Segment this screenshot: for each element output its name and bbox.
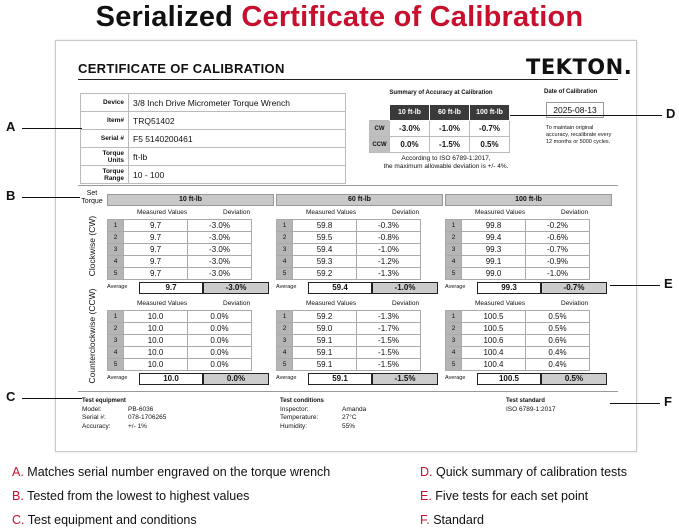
measurement-row: [108, 256, 252, 268]
measured-value: 9.7: [124, 232, 188, 244]
measured-value: 10.0: [124, 347, 188, 359]
summary-col-header: 10 ft-lb: [390, 105, 430, 121]
marker-f: F: [664, 394, 672, 409]
equipment-key: Serial #:: [82, 414, 106, 421]
measured-value: 59.4: [293, 244, 357, 256]
legend-letter: E.: [420, 489, 432, 503]
test-equipment-title: Test equipment: [82, 398, 126, 404]
test-standard-value: ISO 6789-1:2017: [506, 405, 556, 413]
leader-line-f: [610, 403, 660, 404]
deviation-value: -1.5%: [357, 335, 421, 347]
measurement-row: [446, 268, 590, 280]
measurement-row: [108, 268, 252, 280]
legend-letter: A.: [12, 465, 24, 479]
measurement-row: [277, 256, 421, 268]
test-index: 3: [446, 335, 462, 347]
info-row: [81, 148, 346, 166]
legend-text: Quick summary of calibration tests: [435, 465, 628, 479]
measured-value: 9.7: [124, 268, 188, 280]
average-value: 99.3: [477, 282, 541, 294]
measurement-row: [446, 232, 590, 244]
calibration-date-label: Date of Calibration: [544, 89, 598, 95]
test-index: 3: [108, 335, 124, 347]
measurement-table: [276, 219, 421, 280]
deviation-value: 0.0%: [188, 359, 252, 371]
average-deviation: -1.0%: [372, 282, 438, 294]
leader-line-a: [22, 128, 82, 129]
deviation-value: -0.3%: [357, 220, 421, 232]
headline-part1: Serialized: [95, 1, 234, 33]
condition-key: Humidity:: [280, 422, 308, 430]
condition-key: Inspector:: [280, 405, 309, 413]
summary-cell: 0.5%: [470, 137, 510, 153]
measured-value: 59.5: [293, 232, 357, 244]
marker-b: B: [6, 188, 16, 203]
average-label: Average: [107, 375, 128, 381]
test-equipment: [82, 397, 166, 431]
legend-letter: F.: [420, 513, 430, 527]
average-label: Average: [445, 375, 466, 381]
measured-value: 99.0: [462, 268, 526, 280]
equipment-key: Model:: [82, 405, 102, 413]
measured-value: 99.1: [462, 256, 526, 268]
condition-key: Temperature:: [280, 414, 319, 421]
measurement-row: [446, 220, 590, 232]
condition-value: 55%: [342, 422, 356, 430]
set-point-60: 60 ft-lb: [276, 194, 443, 206]
legend-item-e: [420, 489, 588, 503]
test-index: 2: [277, 232, 293, 244]
measured-value: 59.1: [293, 347, 357, 359]
info-value: TRQ51402: [129, 112, 346, 130]
legend-item-a: [12, 465, 330, 479]
deviation-header: Deviation: [561, 300, 589, 307]
leader-line-c: [22, 398, 82, 399]
deviation-value: -1.5%: [357, 359, 421, 371]
measurement-row: [277, 220, 421, 232]
measured-value: 10.0: [124, 323, 188, 335]
divider: [78, 185, 618, 186]
measured-value: 59.1: [293, 335, 357, 347]
test-index: 4: [277, 347, 293, 359]
certificate: [55, 40, 637, 452]
deviation-value: -0.7%: [526, 244, 590, 256]
ccw-label: Counterclockwise (CCW): [87, 288, 97, 384]
measurement-table: [107, 310, 252, 371]
legend-item-b: [12, 489, 249, 503]
measurement-row: [108, 335, 252, 347]
measured-value: 10.0: [124, 335, 188, 347]
test-standard: [506, 397, 556, 414]
condition-value: Amanda: [342, 405, 367, 413]
deviation-value: -3.0%: [188, 220, 252, 232]
deviation-value: 0.0%: [188, 311, 252, 323]
deviation-value: 0.0%: [188, 347, 252, 359]
deviation-value: -3.0%: [188, 244, 252, 256]
calibration-date: 2025-08-13: [546, 102, 604, 118]
deviation-value: -0.2%: [526, 220, 590, 232]
legend-item-d: [420, 465, 627, 479]
summary-col-header: 100 ft-lb: [470, 105, 510, 121]
test-index: 3: [277, 244, 293, 256]
legend-letter: B.: [12, 489, 24, 503]
measured-value: 59.1: [293, 359, 357, 371]
legend-letter: C.: [12, 513, 25, 527]
summary-title: Summary of Accuracy at Calibration: [389, 90, 493, 96]
deviation-value: 0.6%: [526, 335, 590, 347]
divider: [78, 79, 618, 80]
headline: [0, 0, 679, 34]
ccw-group-3: [445, 300, 612, 390]
measurement-row: [108, 232, 252, 244]
average-deviation: -3.0%: [203, 282, 269, 294]
equipment-value: 078-1706265: [128, 414, 167, 421]
info-key: Torque Range: [81, 166, 129, 184]
average-deviation: 0.0%: [203, 373, 269, 385]
measurement-table: [107, 219, 252, 280]
measurement-row: [277, 359, 421, 371]
measured-value: 9.7: [124, 244, 188, 256]
legend-text: Five tests for each set point: [435, 489, 589, 503]
info-key: Serial #: [81, 130, 129, 148]
deviation-value: -0.6%: [526, 232, 590, 244]
device-info-table: [80, 93, 346, 184]
measured-value: 59.0: [293, 323, 357, 335]
measured-value: 9.7: [124, 256, 188, 268]
leader-line-b: [22, 197, 80, 198]
measurement-table: [276, 310, 421, 371]
legend-text: Matches serial number engraved on the torque wrench: [27, 465, 331, 479]
legend-text: Standard: [433, 513, 484, 527]
deviation-value: -1.0%: [526, 268, 590, 280]
test-index: 1: [446, 220, 462, 232]
test-index: 4: [108, 256, 124, 268]
deviation-value: -3.0%: [188, 268, 252, 280]
legend-letter: D.: [420, 465, 433, 479]
measurement-table: [445, 310, 590, 371]
measured-value: 59.2: [293, 268, 357, 280]
deviation-value: 0.0%: [188, 335, 252, 347]
measured-value: 59.8: [293, 220, 357, 232]
average-deviation: -1.5%: [372, 373, 438, 385]
measured-value: 100.4: [462, 359, 526, 371]
deviation-value: -3.0%: [188, 256, 252, 268]
info-row: [81, 130, 346, 148]
info-key: Item#: [81, 112, 129, 130]
measured-header: Measured Values: [306, 300, 357, 307]
test-index: 3: [446, 244, 462, 256]
measured-header: Measured Values: [475, 209, 526, 216]
deviation-value: -0.8%: [357, 232, 421, 244]
info-key: Device: [81, 94, 129, 112]
measurement-row: [277, 323, 421, 335]
set-point-10: 10 ft-lb: [107, 194, 274, 206]
test-index: 5: [446, 268, 462, 280]
measured-value: 10.0: [124, 359, 188, 371]
measurement-row: [108, 323, 252, 335]
certificate-title: CERTIFICATE OF CALIBRATION: [78, 61, 285, 76]
set-torque-label: Set Torque: [81, 190, 103, 205]
test-index: 5: [277, 268, 293, 280]
measured-header: Measured Values: [137, 209, 188, 216]
measurement-row: [108, 347, 252, 359]
summary-table: [369, 104, 510, 153]
leader-line-d: [510, 115, 662, 116]
average-label: Average: [107, 284, 128, 290]
info-value: ft-lb: [129, 148, 346, 166]
ccw-group-1: [107, 300, 274, 390]
summary-cell: -1.0%: [430, 121, 470, 137]
info-value: 10 - 100: [129, 166, 346, 184]
deviation-value: -1.7%: [357, 323, 421, 335]
measurement-row: [446, 347, 590, 359]
condition-value: 27°C: [342, 414, 357, 421]
summary-note: [366, 155, 526, 171]
measured-value: 99.3: [462, 244, 526, 256]
deviation-header: Deviation: [223, 300, 251, 307]
info-row: [81, 112, 346, 130]
summary-cell: -3.0%: [390, 121, 430, 137]
info-row: [81, 166, 346, 184]
test-index: 4: [277, 256, 293, 268]
deviation-value: 0.4%: [526, 347, 590, 359]
measured-value: 59.2: [293, 311, 357, 323]
test-index: 1: [277, 311, 293, 323]
measured-value: 99.8: [462, 220, 526, 232]
equipment-value: +/- 1%: [128, 422, 147, 430]
info-row: [81, 94, 346, 112]
deviation-value: -3.0%: [188, 232, 252, 244]
measured-value: 59.3: [293, 256, 357, 268]
deviation-value: -1.3%: [357, 311, 421, 323]
measured-value: 100.5: [462, 323, 526, 335]
tekton-logo: TEKTON.: [526, 55, 633, 79]
test-index: 5: [277, 359, 293, 371]
measured-value: 99.4: [462, 232, 526, 244]
measurement-row: [277, 244, 421, 256]
test-index: 5: [108, 359, 124, 371]
test-conditions: [280, 397, 366, 431]
leader-line-e: [610, 285, 660, 286]
measurement-row: [446, 335, 590, 347]
measured-value: 10.0: [124, 311, 188, 323]
average-deviation: -0.7%: [541, 282, 607, 294]
deviation-header: Deviation: [561, 209, 589, 216]
test-index: 1: [108, 220, 124, 232]
measurement-row: [446, 359, 590, 371]
deviation-value: 0.4%: [526, 359, 590, 371]
test-index: 2: [446, 232, 462, 244]
measurement-row: [108, 311, 252, 323]
summary-row-label: CCW: [370, 137, 390, 153]
measurement-row: [277, 347, 421, 359]
marker-c: C: [6, 389, 16, 404]
test-index: 2: [108, 232, 124, 244]
test-index: 1: [277, 220, 293, 232]
measurement-row: [277, 311, 421, 323]
deviation-value: 0.5%: [526, 311, 590, 323]
average-value: 10.0: [139, 373, 203, 385]
measurement-row: [108, 220, 252, 232]
cw-label: Clockwise (CW): [87, 215, 97, 277]
test-index: 3: [108, 244, 124, 256]
test-conditions-title: Test conditions: [280, 398, 324, 404]
measurement-row: [108, 244, 252, 256]
cw-group-3: [445, 209, 612, 299]
test-index: 1: [446, 311, 462, 323]
average-value: 9.7: [139, 282, 203, 294]
test-index: 2: [108, 323, 124, 335]
summary-cell: 0.0%: [390, 137, 430, 153]
measured-header: Measured Values: [137, 300, 188, 307]
info-value: F5 5140200461: [129, 130, 346, 148]
measurement-row: [446, 311, 590, 323]
test-index: 4: [108, 347, 124, 359]
summary-note-line2: the maximum allowable deviation is +/- 4%.: [383, 163, 509, 170]
cw-group-2: [276, 209, 443, 299]
average-label: Average: [276, 375, 297, 381]
legend-text: Tested from the lowest to highest values: [27, 489, 250, 503]
average-label: Average: [276, 284, 297, 290]
measurement-row: [277, 268, 421, 280]
headline-part2: Certificate of Calibration: [241, 1, 584, 33]
recalibration-note: To maintain original accuracy, recalibrate every 12 months or 5000 cycles.: [546, 125, 612, 145]
measured-value: 100.4: [462, 347, 526, 359]
ccw-group-2: [276, 300, 443, 390]
info-value: 3/8 Inch Drive Micrometer Torque Wrench: [129, 94, 346, 112]
deviation-value: -1.0%: [357, 244, 421, 256]
deviation-header: Deviation: [392, 209, 420, 216]
measurement-row: [446, 256, 590, 268]
marker-d: D: [666, 106, 676, 121]
measured-header: Measured Values: [475, 300, 526, 307]
info-key: Torque Units: [81, 148, 129, 166]
summary-note-line1: According to ISO 6789-1:2017,: [401, 155, 491, 162]
marker-e: E: [664, 276, 673, 291]
measurement-row: [108, 359, 252, 371]
equipment-value: PB-6036: [128, 405, 154, 413]
measurement-row: [446, 323, 590, 335]
equipment-key: Accuracy:: [82, 422, 111, 430]
deviation-value: 0.5%: [526, 323, 590, 335]
deviation-header: Deviation: [223, 209, 251, 216]
test-index: 2: [446, 323, 462, 335]
measurement-row: [446, 244, 590, 256]
deviation-value: -1.5%: [357, 347, 421, 359]
summary-col-header: 60 ft-lb: [430, 105, 470, 121]
measured-value: 9.7: [124, 220, 188, 232]
deviation-value: 0.0%: [188, 323, 252, 335]
measured-value: 100.6: [462, 335, 526, 347]
legend-text: Test equipment and conditions: [27, 513, 197, 527]
deviation-value: -1.2%: [357, 256, 421, 268]
measurement-row: [277, 232, 421, 244]
average-value: 59.4: [308, 282, 372, 294]
divider: [78, 391, 618, 392]
summary-cell: -0.7%: [470, 121, 510, 137]
summary-cell: -1.5%: [430, 137, 470, 153]
summary-corner: [370, 105, 390, 121]
average-label: Average: [445, 284, 466, 290]
test-standard-title: Test standard: [506, 398, 545, 404]
test-index: 1: [108, 311, 124, 323]
deviation-header: Deviation: [392, 300, 420, 307]
average-value: 59.1: [308, 373, 372, 385]
deviation-value: -1.3%: [357, 268, 421, 280]
test-index: 5: [446, 359, 462, 371]
set-point-100: 100 ft-lb: [445, 194, 612, 206]
average-deviation: 0.5%: [541, 373, 607, 385]
cw-group-1: [107, 209, 274, 299]
measured-value: 100.5: [462, 311, 526, 323]
deviation-value: -0.9%: [526, 256, 590, 268]
summary-row-label: CW: [370, 121, 390, 137]
test-index: 5: [108, 268, 124, 280]
average-value: 100.5: [477, 373, 541, 385]
measurement-table: [445, 219, 590, 280]
test-index: 3: [277, 335, 293, 347]
legend-item-c: [12, 513, 197, 527]
measurement-row: [277, 335, 421, 347]
test-index: 2: [277, 323, 293, 335]
legend-item-f: [420, 513, 484, 527]
marker-a: A: [6, 119, 16, 134]
test-index: 4: [446, 347, 462, 359]
measured-header: Measured Values: [306, 209, 357, 216]
test-index: 4: [446, 256, 462, 268]
